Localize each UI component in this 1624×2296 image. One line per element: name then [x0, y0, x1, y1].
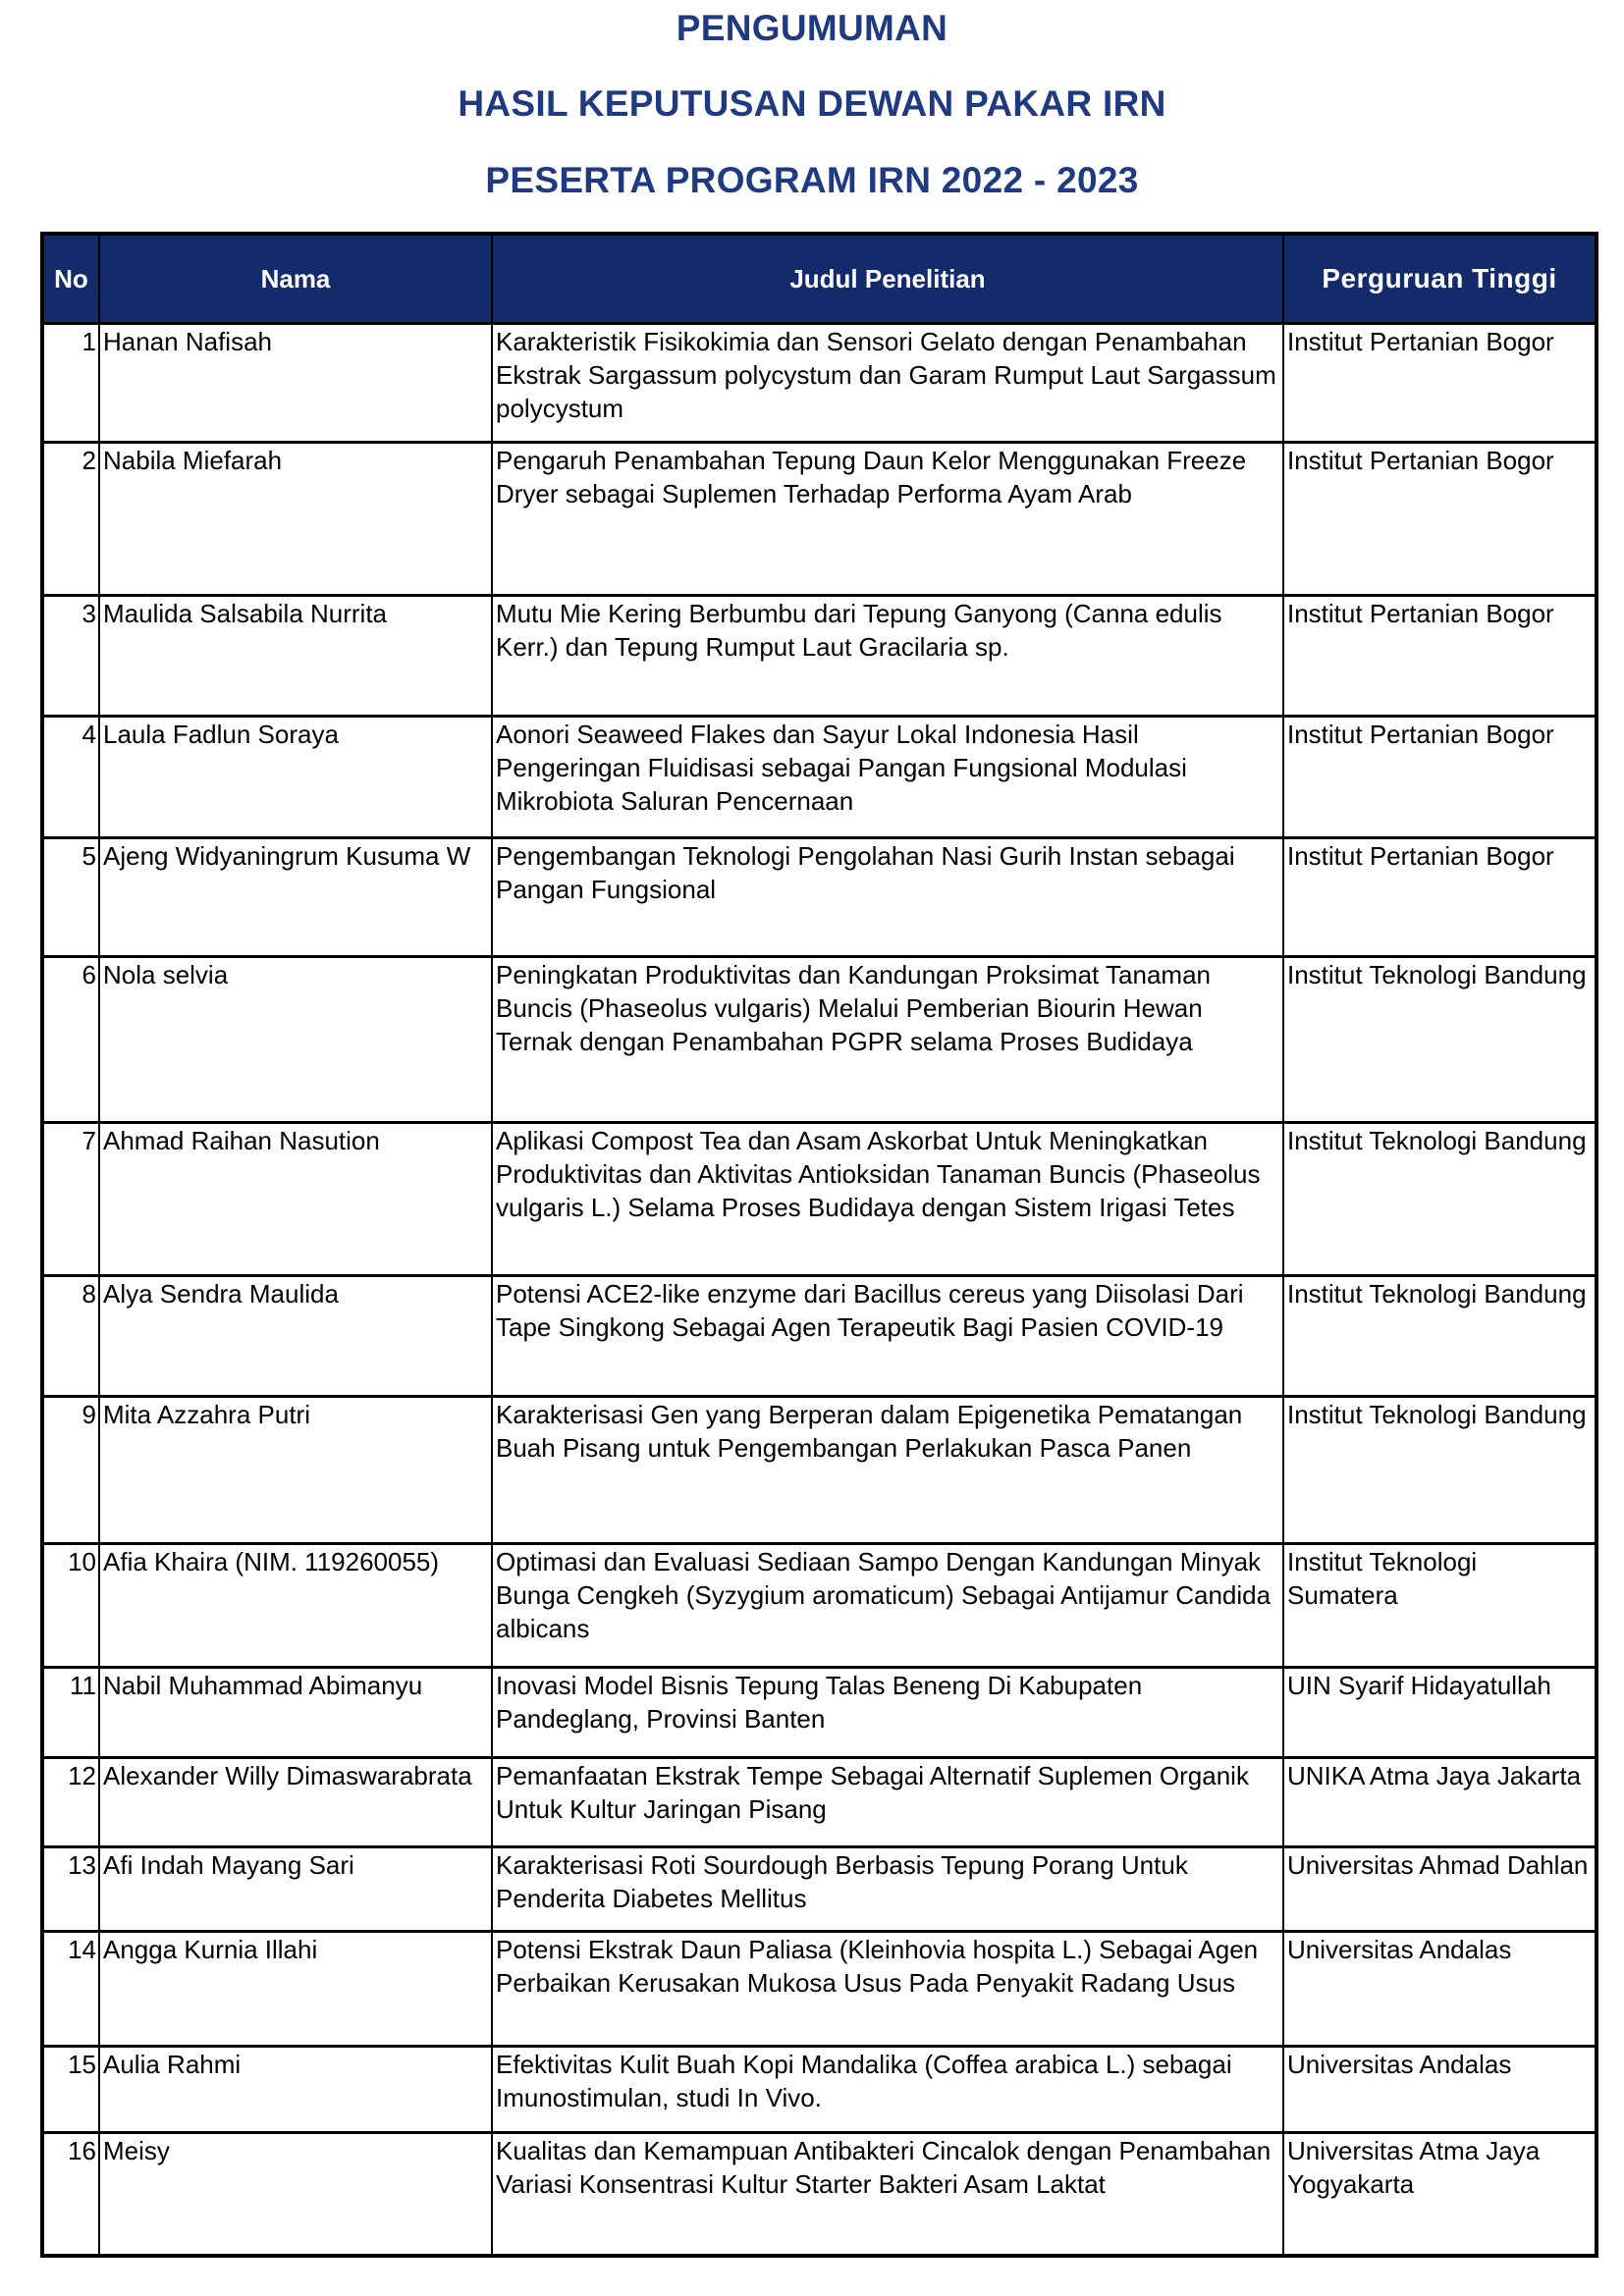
participant-name: Alya Sendra Maulida	[99, 1276, 492, 1397]
row-number: 12	[42, 1758, 99, 1847]
title-line-2: HASIL KEPUTUSAN DEWAN PAKAR IRN	[458, 83, 1166, 124]
table-row	[42, 838, 1597, 957]
table-row	[42, 957, 1597, 1123]
row-number: 3	[42, 596, 99, 717]
table-body	[42, 324, 1597, 2256]
university-name: UIN Syarif Hidayatullah	[1283, 1668, 1597, 1758]
row-number: 10	[42, 1544, 99, 1668]
participant-name: Nabila Miefarah	[99, 443, 492, 596]
research-title: Pengaruh Penambahan Tepung Daun Kelor Menggunakan Freeze Dryer sebagai Suplemen Terhadap Performa Ayam Arab	[492, 443, 1283, 596]
table-row	[42, 2133, 1597, 2256]
participant-name: Maulida Salsabila Nurrita	[99, 596, 492, 717]
participant-name: Nola selvia	[99, 957, 492, 1123]
title-line-3: PESERTA PROGRAM IRN 2022 - 2023	[485, 160, 1139, 200]
university-name: Institut Pertanian Bogor	[1283, 838, 1597, 957]
participant-name: Hanan Nafisah	[99, 324, 492, 443]
participant-name: Meisy	[99, 2133, 492, 2256]
university-name: Institut Pertanian Bogor	[1283, 596, 1597, 717]
table-row	[42, 324, 1597, 443]
research-title: Pengembangan Teknologi Pengolahan Nasi Gurih Instan sebagai Pangan Fungsional	[492, 838, 1283, 957]
research-title: Potensi Ekstrak Daun Paliasa (Kleinhovia hospita L.) Sebagai Agen Perbaikan Kerusakan Mukosa Usus Pada Penyakit Radang Usus	[492, 1932, 1283, 2047]
participant-name: Ajeng Widyaningrum Kusuma W	[99, 838, 492, 957]
column-header-perguruan-tinggi: Perguruan Tinggi	[1283, 234, 1597, 324]
column-header-nama: Nama	[99, 234, 492, 324]
university-name: UNIKA Atma Jaya Jakarta	[1283, 1758, 1597, 1847]
table-row	[42, 2047, 1597, 2133]
research-title: Efektivitas Kulit Buah Kopi Mandalika (Coffea arabica L.) sebagai Imunostimulan, studi In Vivo.	[492, 2047, 1283, 2133]
table-row	[42, 1847, 1597, 1932]
row-number: 14	[42, 1932, 99, 2047]
table-header	[42, 234, 1597, 324]
university-name: Universitas Atma Jaya Yogyakarta	[1283, 2133, 1597, 2256]
participant-name: Alexander Willy Dimaswarabrata	[99, 1758, 492, 1847]
research-title: Potensi ACE2-like enzyme dari Bacillus cereus yang Diisolasi Dari Tape Singkong Sebagai Agen Terapeutik Bagi Pasien COVID-19	[492, 1276, 1283, 1397]
university-name: Institut Pertanian Bogor	[1283, 717, 1597, 838]
row-number: 7	[42, 1123, 99, 1276]
participant-name: Angga Kurnia Illahi	[99, 1932, 492, 2047]
university-name: Institut Teknologi Bandung	[1283, 1123, 1597, 1276]
row-number: 1	[42, 324, 99, 443]
participants-table	[40, 232, 1598, 2258]
university-name: Institut Pertanian Bogor	[1283, 443, 1597, 596]
table-row	[42, 1758, 1597, 1847]
research-title: Aplikasi Compost Tea dan Asam Askorbat Untuk Meningkatkan Produktivitas dan Aktivitas Antioksidan Tanaman Buncis (Phaseolus vulgaris L.) Selama Proses Budidaya dengan Sistem Irigasi Tetes	[492, 1123, 1283, 1276]
research-title: Inovasi Model Bisnis Tepung Talas Beneng Di Kabupaten Pandeglang, Provinsi Banten	[492, 1668, 1283, 1758]
participant-name: Ahmad Raihan Nasution	[99, 1123, 492, 1276]
column-header-no: No	[42, 234, 99, 324]
row-number: 8	[42, 1276, 99, 1397]
row-number: 6	[42, 957, 99, 1123]
university-name: Institut Teknologi Sumatera	[1283, 1544, 1597, 1668]
university-name: Universitas Andalas	[1283, 1932, 1597, 2047]
row-number: 4	[42, 717, 99, 838]
row-number: 13	[42, 1847, 99, 1932]
research-title: Karakterisasi Roti Sourdough Berbasis Tepung Porang Untuk Penderita Diabetes Mellitus	[492, 1847, 1283, 1932]
table-row	[42, 1932, 1597, 2047]
row-number: 5	[42, 838, 99, 957]
research-title: Karakteristik Fisikokimia dan Sensori Gelato dengan Penambahan Ekstrak Sargassum polycystum dan Garam Rumput Laut Sargassum polycystum	[492, 324, 1283, 443]
participant-name: Afia Khaira (NIM. 119260055)	[99, 1544, 492, 1668]
research-title: Aonori Seaweed Flakes dan Sayur Lokal Indonesia Hasil Pengeringan Fluidisasi sebagai Pangan Fungsional Modulasi Mikrobiota Saluran Pencernaan	[492, 717, 1283, 838]
research-title: Karakterisasi Gen yang Berperan dalam Epigenetika Pematangan Buah Pisang untuk Pengembangan Perlakukan Pasca Panen	[492, 1397, 1283, 1544]
table-row	[42, 596, 1597, 717]
table-row	[42, 443, 1597, 596]
title-line-1: PENGUMUMAN	[676, 8, 948, 48]
research-title: Pemanfaatan Ekstrak Tempe Sebagai Alternatif Suplemen Organik Untuk Kultur Jaringan Pisang	[492, 1758, 1283, 1847]
research-title: Peningkatan Produktivitas dan Kandungan Proksimat Tanaman Buncis (Phaseolus vulgaris) Melalui Pemberian Biourin Hewan Ternak dengan Penambahan PGPR selama Proses Budidaya	[492, 957, 1283, 1123]
table-row	[42, 717, 1597, 838]
participant-name: Mita Azzahra Putri	[99, 1397, 492, 1544]
table-row	[42, 1544, 1597, 1668]
university-name: Institut Teknologi Bandung	[1283, 1276, 1597, 1397]
university-name: Institut Teknologi Bandung	[1283, 957, 1597, 1123]
participant-name: Nabil Muhammad Abimanyu	[99, 1668, 492, 1758]
participant-name: Afi Indah Mayang Sari	[99, 1847, 492, 1932]
participant-name: Aulia Rahmi	[99, 2047, 492, 2133]
university-name: Universitas Andalas	[1283, 2047, 1597, 2133]
row-number: 9	[42, 1397, 99, 1544]
table-row	[42, 1123, 1597, 1276]
row-number: 16	[42, 2133, 99, 2256]
table-row	[42, 1397, 1597, 1544]
row-number: 11	[42, 1668, 99, 1758]
research-title: Mutu Mie Kering Berbumbu dari Tepung Ganyong (Canna edulis Kerr.) dan Tepung Rumput Laut Gracilaria sp.	[492, 596, 1283, 717]
research-title: Kualitas dan Kemampuan Antibakteri Cincalok dengan Penambahan Variasi Konsentrasi Kultur Starter Bakteri Asam Laktat	[492, 2133, 1283, 2256]
participant-name: Laula Fadlun Soraya	[99, 717, 492, 838]
research-title: Optimasi dan Evaluasi Sediaan Sampo Dengan Kandungan Minyak Bunga Cengkeh (Syzygium aromaticum) Sebagai Antijamur Candida albicans	[492, 1544, 1283, 1668]
university-name: Institut Teknologi Bandung	[1283, 1397, 1597, 1544]
university-name: Institut Pertanian Bogor	[1283, 324, 1597, 443]
table-row	[42, 1668, 1597, 1758]
table-row	[42, 1276, 1597, 1397]
row-number: 15	[42, 2047, 99, 2133]
row-number: 2	[42, 443, 99, 596]
university-name: Universitas Ahmad Dahlan	[1283, 1847, 1597, 1932]
column-header-judul: Judul Penelitian	[492, 234, 1283, 324]
